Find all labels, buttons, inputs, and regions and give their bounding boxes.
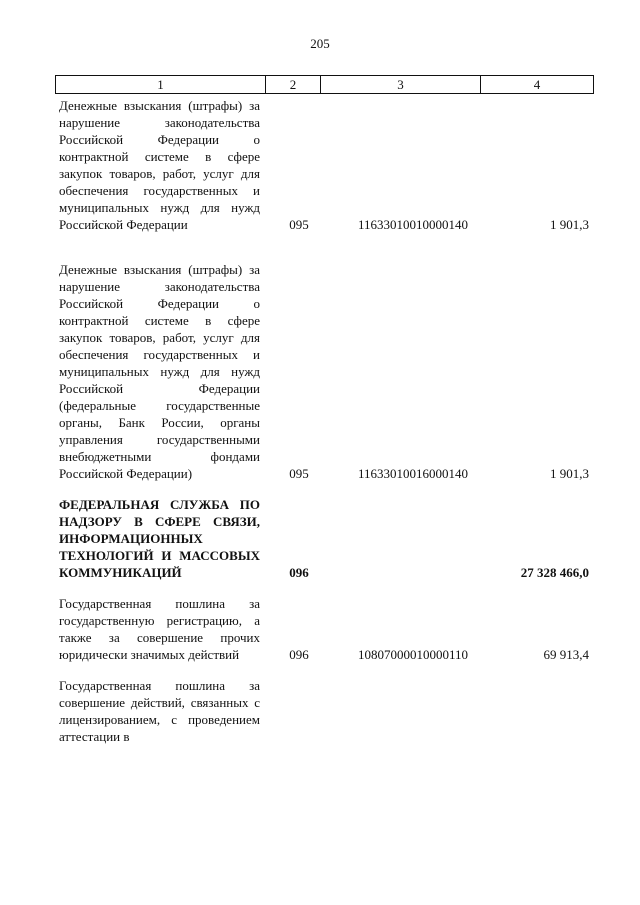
header-col-1: 1 [56, 76, 266, 93]
row-code: 11633010016000140 [357, 466, 469, 481]
row-chapter: 095 [289, 466, 309, 481]
page-number: 205 [310, 36, 330, 51]
row-chapter: 096 [289, 647, 309, 662]
row-amount: 1 901,3 [550, 466, 589, 481]
row-description: ФЕДЕРАЛЬНАЯ СЛУЖБА ПО НАДЗОРУ В СФЕРЕ СВЯЗИ, ИНФОРМАЦИОННЫХ ТЕХНОЛОГИЙ И МАССОВЫХ КОММУНИКАЦИЙ [59, 497, 260, 580]
row-chapter: 096 [289, 565, 309, 580]
row-code: 11633010010000140 [357, 217, 469, 232]
table-row [59, 677, 589, 745]
table-body [59, 97, 589, 745]
table-row-section-header [59, 496, 589, 581]
table-row [59, 595, 589, 663]
table-header-row [55, 75, 594, 94]
row-amount: 69 913,4 [543, 647, 589, 662]
row-code: 10807000010000110 [357, 647, 469, 662]
row-amount: 1 901,3 [550, 217, 589, 232]
row-chapter: 095 [289, 217, 309, 232]
row-description: Государственная пошлина за государственную регистрацию, а также за совершение прочих юридически значимых действий [59, 596, 260, 662]
row-amount: 27 328 466,0 [520, 565, 589, 580]
header-col-2: 2 [266, 76, 321, 93]
row-description: Денежные взыскания (штрафы) за нарушение законодательства Российской Федерации о контрактной системе в сфере закупок товаров, работ, услуг для обеспечения государственных и муниципальных нужд для нужд Российской Федерации [59, 98, 260, 232]
table-row [59, 97, 589, 233]
row-description: Денежные взыскания (штрафы) за нарушение законодательства Российской Федерации о контрактной системе в сфере закупок товаров, работ, услуг для обеспечения государственных и муниципальных нужд для нужд Российской Федерации (федеральные государственные органы, Банк России, органы управления государственными внебюджетными фондами Российской Федерации) [59, 262, 260, 481]
header-col-4: 4 [533, 77, 541, 92]
row-description: Государственная пошлина за совершение действий, связанных с лицензированием, с проведением аттестации в [59, 678, 260, 744]
table-row [59, 261, 589, 482]
header-col-3: 3 [321, 76, 481, 93]
